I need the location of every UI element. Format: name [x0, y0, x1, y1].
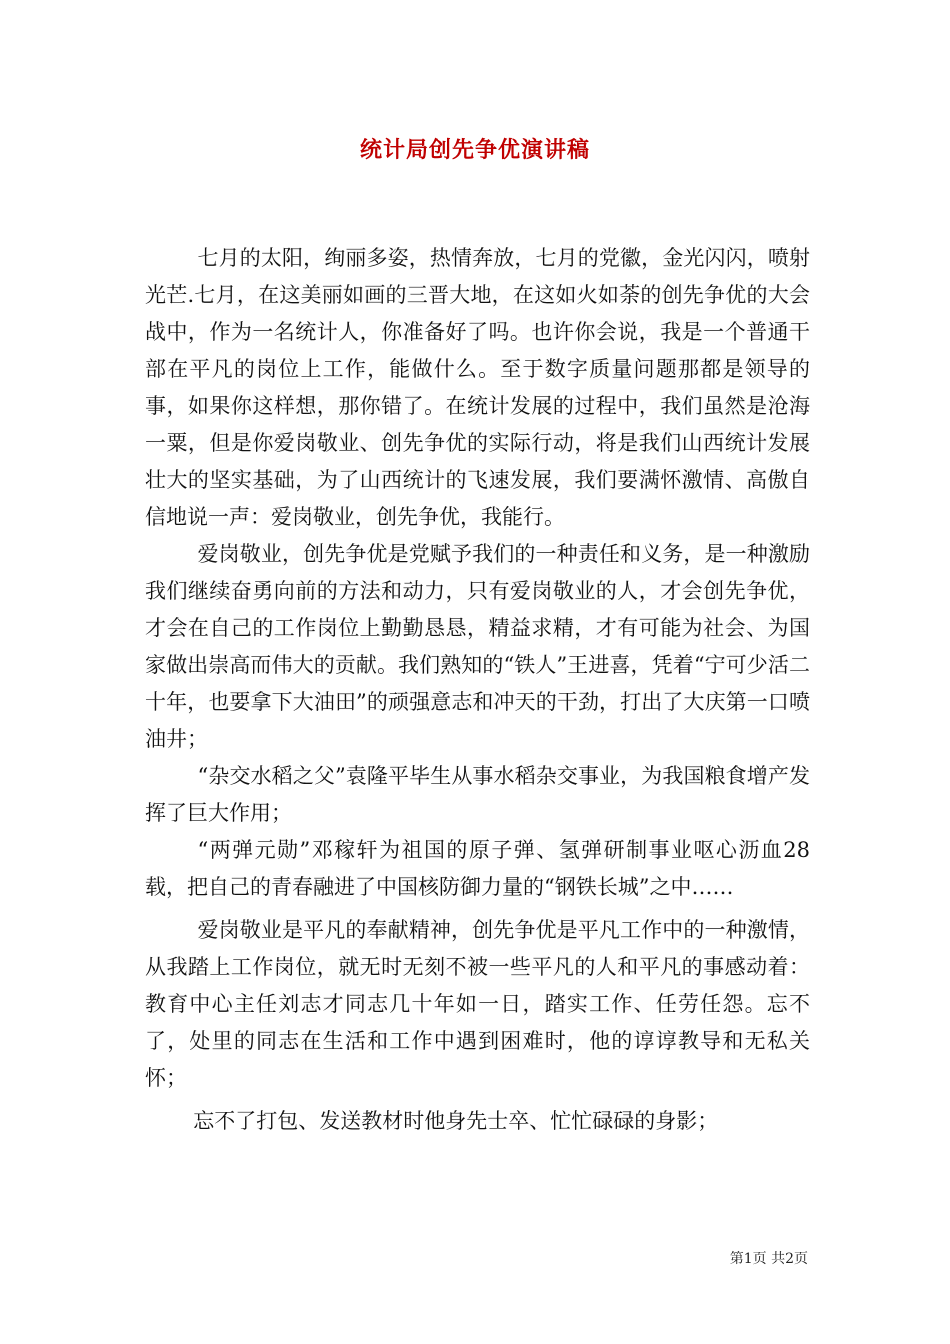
paragraph: 爱岗敬业是平凡的奉献精神，创先争优是平凡工作中的一种激情，从我踏上工作岗位，就无时无刻不被一些平凡的人和平凡的事感动着：教育中心主任刘志才同志几十年如一日，踏实工作、任劳任怨。忘不了，处里的同志在生活和工作中遇到困难时，他的谆谆教导和无私关怀；	[145, 918, 810, 1090]
paragraph: 爱岗敬业，创先争优是党赋予我们的一种责任和义务，是一种激励我们继续奋勇向前的方法和动力，只有爱岗敬业的人，才会创先争优，才会在自己的工作岗位上勤勤恳恳，精益求精，才有可能为社会、为国家做出崇高而伟大的贡献。我们熟知的“铁人”王进喜，凭着“宁可少活二十年，也要拿下大油田”的顽强意志和冲天的干劲，打出了大庆第一口喷油井；	[145, 542, 810, 751]
document-body	[145, 240, 810, 1140]
page-number: 第1页 共2页	[729, 1251, 808, 1267]
paragraph: “两弹元勋”邓稼轩为祖国的原子弹、氢弹研制事业呕心沥血28载，把自己的青春融进了中国核防御力量的“钢铁长城”之中……	[145, 838, 810, 899]
paragraph: “杂交水稻之父”袁隆平毕生从事水稻杂交事业，为我国粮食增产发挥了巨大作用；	[145, 764, 810, 825]
document-title: 统计局创先争优演讲稿	[359, 137, 590, 163]
paragraph: 七月的太阳，绚丽多姿，热情奔放，七月的党徽，金光闪闪，喷射光芒.七月，在这美丽如画的三晋大地，在这如火如荼的创先争优的大会战中，作为一名统计人，你准备好了吗。也许你会说，我是一个普通干部在平凡的岗位上工作，能做什么。至于数字质量问题那都是领导的事，如果你这样想，那你错了。在统计发展的过程中，我们虽然是沧海一粟，但是你爱岗敬业、创先争优的实际行动，将是我们山西统计发展壮大的坚实基础，为了山西统计的飞速发展，我们要满怀激情、高傲自信地说一声：爱岗敬业，创先争优，我能行。	[145, 246, 810, 529]
paragraph: 忘不了打包、发送教材时他身先士卒、忙忙碌碌的身影；	[193, 1109, 719, 1133]
